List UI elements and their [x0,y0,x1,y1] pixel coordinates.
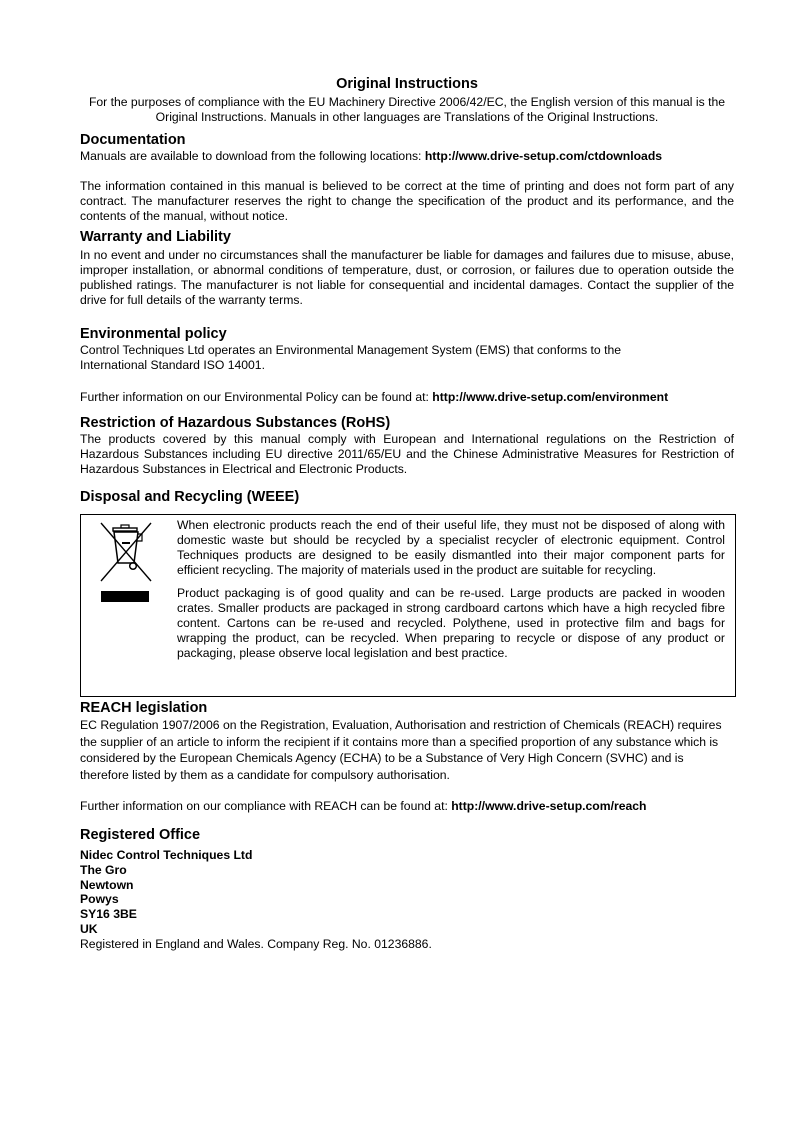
reach-text: EC Regulation 1907/2006 on the Registration, Evaluation, Authorisation and restriction of Chemicals (REACH) requires the supplier of an article to inform the recipient if it contains more than a specified proportion of any substance which is considered by the European Chemicals Agency (ECHA) to be a Substance of Very High Concern (SVHC) and is therefore listed by them as a candidate for compulsory authorisation. [80,718,722,782]
reach-heading: REACH legislation [80,700,208,716]
reach-further [80,799,734,814]
address-line-town: Newtown [80,877,134,892]
documentation-disclaimer: The information contained in this manual is believed to be correct at the time of printing and does not form part of any contract. The manufacturer reserves the right to change the specification of the product and its performance, and the contents of the manual, without notice. [80,179,734,223]
environmental-url-link[interactable]: http://www.drive-setup.com/environment [432,390,669,404]
crossed-out-wheelie-bin-icon [95,519,157,603]
registration-text: Registered in England and Wales. Company Reg. No. 01236886. [80,936,432,951]
documentation-text-prefix: Manuals are available to download from the following locations: [80,149,425,163]
weee-paragraph-1: When electronic products reach the end of their useful life, they must not be disposed of along with domestic waste but should be recycled by a specialist recycler of electronic equipment. Control Techniques products are designed to be easily dismantled into their major component parts for efficient recycling. The majority of materials used in the product are suitable for recycling. [177,518,725,577]
weee-box [80,514,736,697]
weee-heading: Disposal and Recycling (WEEE) [80,489,300,505]
environmental-heading: Environmental policy [80,326,227,342]
documentation-heading: Documentation [80,132,186,148]
documentation-text [80,149,734,164]
documentation-url-link[interactable]: http://www.drive-setup.com/ctdownloads [424,149,663,163]
address-line-county: Powys [80,892,119,907]
rohs-text: The products covered by this manual comply with European and International regulations on the Restriction of Hazardous Substances including EU directive 2011/65/EU and the Chinese Administrative Measures for Restriction of Hazardous Substances in Electrical and Electronic Products. [80,432,734,476]
original-instructions-title: Original Instructions [336,76,478,92]
address-line-company: Nidec Control Techniques Ltd [80,848,253,862]
address-line-country: UK [80,921,98,936]
environmental-section [80,325,734,405]
registered-office-section [80,826,734,952]
reach-further-prefix: Further information on our compliance with REACH can be found at: [80,799,452,813]
original-instructions-text: For the purposes of compliance with the EU Machinery Directive 2006/42/EC, the English version of this manual is the Original Instructions. Manuals in other languages are Translations of the Original Instructions. [88,95,726,124]
address-line-building: The Gro [80,862,127,877]
environmental-further-prefix: Further information on our Environmental Policy can be found at: [80,390,433,404]
environmental-text: Control Techniques Ltd operates an Environmental Management System (EMS) that conforms to the International Standard ISO 14001. [80,343,622,372]
address-line-postcode: SY16 3BE [80,907,137,922]
weee-text [177,518,725,661]
warranty-text: In no event and under no circumstances shall the manufacturer be liable for damages and failures due to misuse, abuse, improper installation, or abnormal conditions of temperature, dust, or corrosion, or failures due to operation outside the published ratings. The manufacturer is not liable for consequential and incidental damages. Contact the supplier of the drive for full details of the warranty terms. [80,248,734,307]
registered-office-heading: Registered Office [80,827,201,843]
rohs-section [80,414,734,477]
weee-section [80,488,734,697]
weee-paragraph-2: Product packaging is of good quality and can be re-used. Large products are packed in wooden crates. Smaller products are packaged in strong cardboard cartons which have a high recycled fibre content. Cartons can be re-used and recycled. Polythene, used in protective film and bags for wrapping the product, can be recycled. When preparing to recycle or dispose of any product or packaging, please observe local legislation and best practice. [177,586,725,660]
warranty-heading: Warranty and Liability [80,229,231,245]
original-instructions-section [80,76,734,125]
warranty-section [80,228,734,308]
document-page [80,76,734,952]
reach-url-link[interactable]: http://www.drive-setup.com/reach [451,799,647,813]
environmental-further [80,390,734,405]
rohs-heading: Restriction of Hazardous Substances (RoHS) [80,415,391,431]
documentation-section [80,131,734,224]
reach-section [80,699,734,814]
